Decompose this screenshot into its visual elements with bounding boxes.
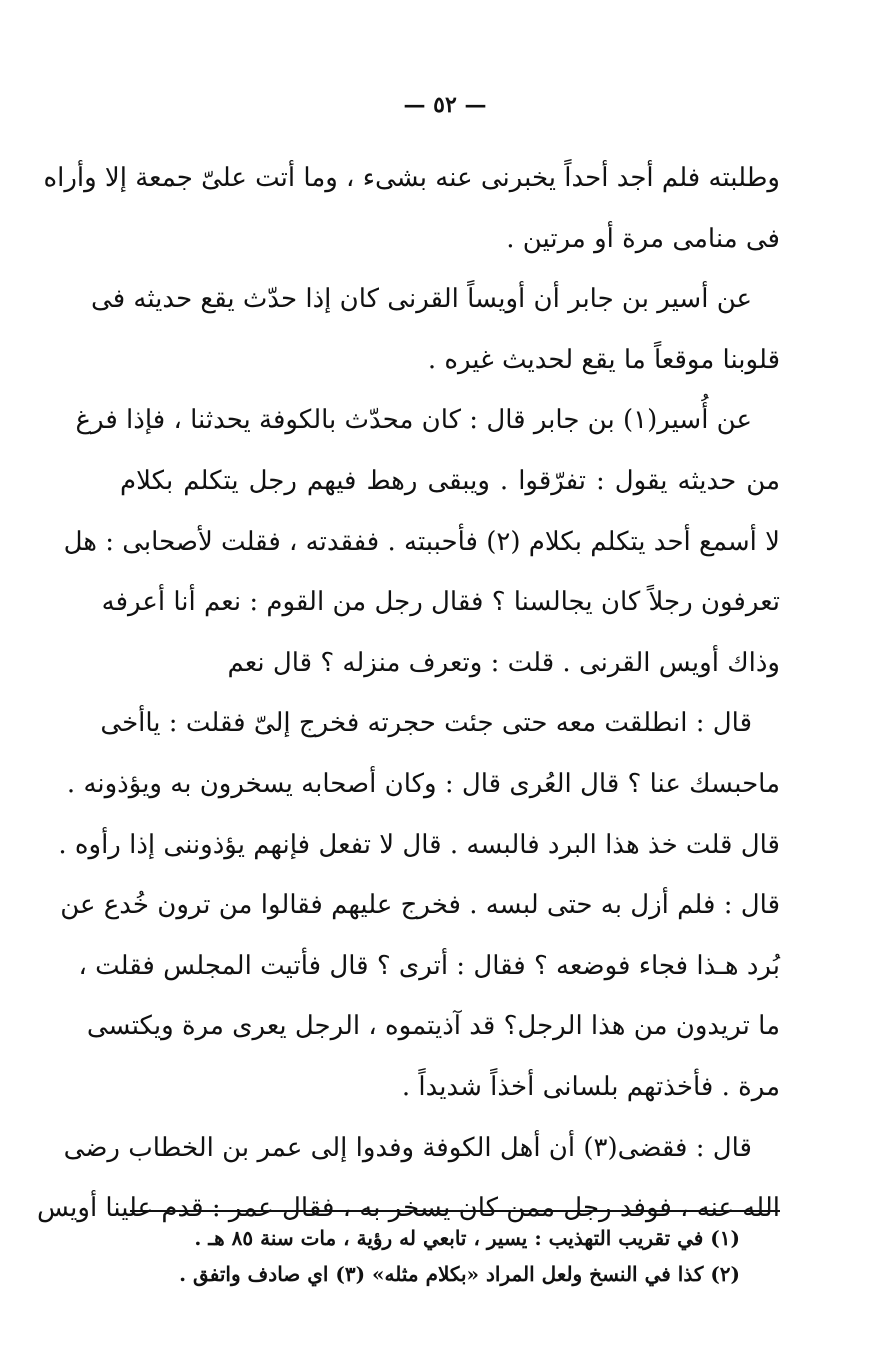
- text-line: ما تريدون من هذا الرجل؟ قد آذيتموه ، الرجل يعرى مرة ويكتسى: [86, 1011, 780, 1042]
- text-line: لا أسمع أحد يتكلم بكلام (٢) فأحببته . ففقدته ، فقلت لأصحابى : هل: [63, 526, 780, 557]
- text-line: فى منامى مرة أو مرتين .: [506, 223, 780, 254]
- text-line: قال : فقضى(٣) أن أهل الكوفة وفدوا إلى عمر بن الخطاب رضى: [63, 1132, 752, 1163]
- text-line: قلوبنا موقعاً ما يقع لحديث غيره .: [427, 344, 780, 375]
- text-line: من حديثه يقول : تفرّقوا . ويبقى رهط فيهم رجل يتكلم بكلام: [120, 465, 780, 496]
- text-line: وطلبته فلم أجد أحداً يخبرنى عنه بشىء ، وما أتت علىّ جمعة إلا وأراه: [43, 163, 780, 193]
- footnote-divider: [130, 1210, 780, 1212]
- text-line: قال : فلم أزل به حتى لبسه . فخرج عليهم فقالوا من ترون خُدع عن: [60, 890, 780, 921]
- text-line: مرة . فأخذتهم بلسانى أخذاً شديداً .: [401, 1071, 780, 1102]
- text-line: قال قلت خذ هذا البرد فالبسه . قال لا تفعل فإنهم يؤذوننى إذا رأوه .: [58, 829, 780, 860]
- body-text: [37, 148, 780, 1239]
- footnotes: [100, 1220, 740, 1292]
- page-number: — ٥٢ —: [403, 92, 487, 118]
- text-line: عن أسير بن جابر أن أويساً القرنى كان إذا حدّث يقع حديثه فى: [91, 284, 752, 315]
- text-line: تعرفون رجلاً كان يجالسنا ؟ فقال رجل من القوم : نعم أنا أعرفه: [101, 587, 780, 618]
- text-line: ماحبسك عنا ؟ قال العُرى قال : وكان أصحابه يسخرون به ويؤذونه .: [66, 768, 780, 799]
- footnote: (١) في تقريب التهذيب : يسير ، تابعي له رؤية ، مات سنة ٨٥ هـ .: [194, 1226, 740, 1250]
- text-line: الله عنه ، فوفد رجل ممن كان يسخر به ، فقال عمر : قدم علينا أويس: [37, 1193, 780, 1224]
- text-line: عن أُسير(١) بن جابر قال : كان محدّث بالكوفة يحدثنا ، فإذا فرغ: [75, 405, 752, 436]
- footnote: (٢) كذا في النسخ ولعل المراد «بكلام مثله» (٣) اي صادف واتفق .: [179, 1262, 740, 1286]
- text-line: قال : انطلقت معه حتى جئت حجرته فخرج إلىّ فقلت : ياأخى: [100, 708, 752, 739]
- text-line: بُرد هـذا فجاء فوضعه ؟ فقال : أترى ؟ قال فأتيت المجلس فقلت ،: [78, 950, 780, 981]
- text-line: وذاك أويس القرنى . قلت : وتعرف منزله ؟ قال نعم: [227, 647, 780, 678]
